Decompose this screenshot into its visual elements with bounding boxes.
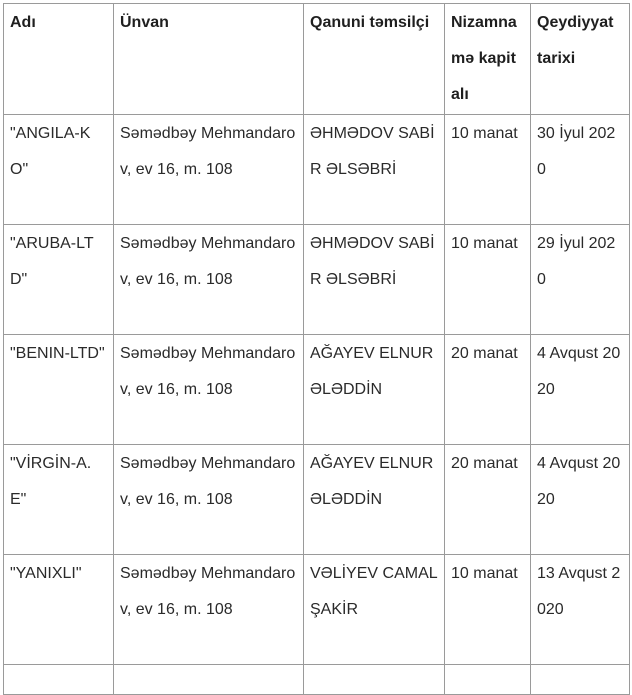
cell-capital: 20 manat [445, 335, 531, 445]
cell-capital: 10 manat [445, 555, 531, 665]
cell-capital: 10 manat [445, 225, 531, 335]
cell-capital: 10 manat [445, 115, 531, 225]
cell-representative: VƏLİYEV CAMAL ŞAKİR [304, 555, 445, 665]
cell-name: "VİRGİN-A.E" [4, 445, 114, 555]
header-name: Adı [4, 4, 114, 115]
cell-date: 29 İyul 2020 [531, 225, 630, 335]
header-registration-date: Qeydiyyat tarixi [531, 4, 630, 115]
header-charter-capital: Nizamnamə kapitalı [445, 4, 531, 115]
cell-name: "BENIN-LTD" [4, 335, 114, 445]
cell-date: 30 İyul 2020 [531, 115, 630, 225]
cell-address: Səmədbəy Mehmandarov, ev 16, m. 108 [114, 225, 304, 335]
cell-name: "ARUBA-LTD" [4, 225, 114, 335]
cell-date: 4 Avqust 2020 [531, 335, 630, 445]
table-header-row [4, 4, 630, 115]
cell-capital: 20 manat [445, 445, 531, 555]
table-row [4, 445, 630, 555]
table-row [4, 115, 630, 225]
cell-date: 4 Avqust 2020 [531, 445, 630, 555]
cell-representative: AĞAYEV ELNUR ƏLƏDDİN [304, 335, 445, 445]
cell-representative: AĞAYEV ELNUR ƏLƏDDİN [304, 445, 445, 555]
company-registry-table [3, 3, 630, 695]
cell-name: "YANIXLI" [4, 555, 114, 665]
cell-address: Səmədbəy Mehmandarov, ev 16, m. 108 [114, 335, 304, 445]
cell-representative: ƏHMƏDOV SABİR ƏLSƏBRİ [304, 225, 445, 335]
cell-name: "ANGILA-KO" [4, 115, 114, 225]
table-row [4, 555, 630, 665]
table-row [4, 225, 630, 335]
header-legal-representative: Qanuni təmsilçi [304, 4, 445, 115]
cell-date: 13 Avqust 2020 [531, 555, 630, 665]
cell-address: Səmədbəy Mehmandarov, ev 16, m. 108 [114, 115, 304, 225]
cell-address: Səmədbəy Mehmandarov, ev 16, m. 108 [114, 555, 304, 665]
cell-representative: ƏHMƏDOV SABİR ƏLSƏBRİ [304, 115, 445, 225]
header-address: Ünvan [114, 4, 304, 115]
table-row [4, 335, 630, 445]
cell-address: Səmədbəy Mehmandarov, ev 16, m. 108 [114, 445, 304, 555]
table-row-partial [4, 665, 630, 695]
